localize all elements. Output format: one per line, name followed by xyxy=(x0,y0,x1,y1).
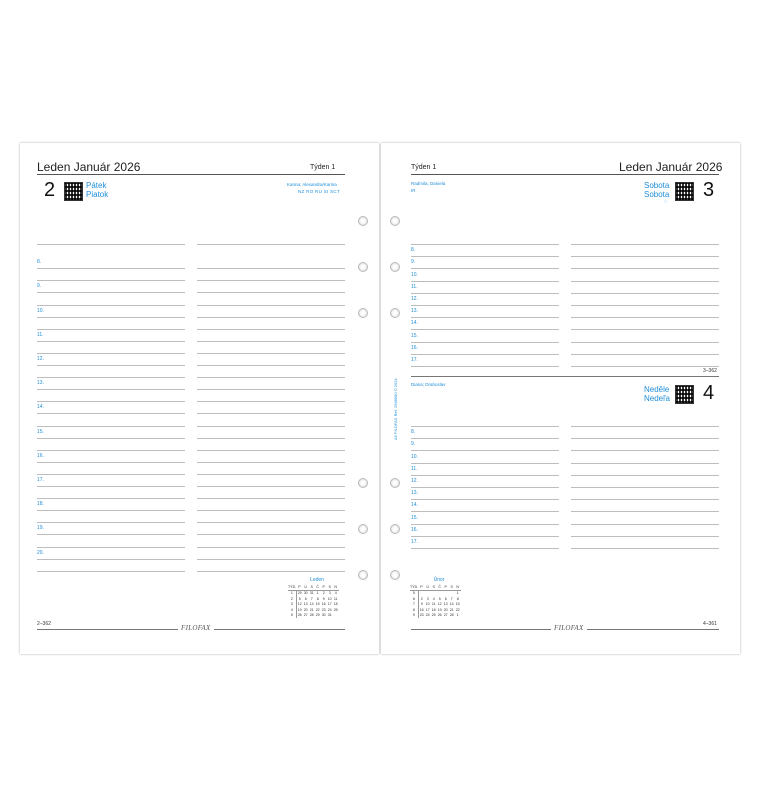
ruled-line xyxy=(37,401,185,402)
spine-text: A5 FILOFAX Ref. 2568580 © 2024 xyxy=(393,378,398,440)
ruled-line xyxy=(571,354,719,355)
mini-calendar-header: P xyxy=(296,584,303,590)
mini-calendar-cell: 1 xyxy=(316,591,319,596)
ruled-line xyxy=(571,499,719,500)
ruled-line xyxy=(37,462,185,463)
hour-label: 10. xyxy=(37,307,44,314)
mini-calendar-cell: 6 xyxy=(304,596,307,601)
mini-calendar-cell: 12 xyxy=(437,602,442,607)
day-number: 2 xyxy=(44,179,56,201)
mini-calendar-cell: 16 xyxy=(419,607,424,612)
hour-label: 15. xyxy=(411,332,418,339)
ruled-line xyxy=(37,317,185,318)
name-days-day4: Diana; Drahoslav xyxy=(411,382,446,387)
mini-calendar-cell: 8 xyxy=(410,607,418,613)
day-number-day4: 4 xyxy=(703,382,715,404)
header-rule xyxy=(37,174,345,175)
ruled-line xyxy=(37,559,185,560)
ruled-line xyxy=(197,292,345,293)
ruled-line xyxy=(37,389,185,390)
qr-code-icon xyxy=(675,182,694,201)
mini-calendar-cell: 28 xyxy=(449,613,454,618)
header-rule xyxy=(411,174,719,175)
ruled-line xyxy=(197,462,345,463)
mini-calendar-cell: 24 xyxy=(425,613,430,618)
mini-calendar-cell: 1 xyxy=(288,590,296,596)
ruled-line xyxy=(197,571,345,572)
ruled-line xyxy=(411,256,559,257)
mini-calendar-header: TÝD. xyxy=(288,584,297,589)
binder-hole xyxy=(358,262,368,272)
ruled-line xyxy=(37,353,185,354)
ruled-line xyxy=(571,268,719,269)
mini-calendar-cell: 15 xyxy=(455,602,460,607)
mini-calendar-cell: 2 xyxy=(288,596,296,602)
ruled-line xyxy=(571,305,719,306)
hour-label: 13. xyxy=(411,308,418,315)
hour-label: 19. xyxy=(37,525,44,532)
ruled-line xyxy=(197,438,345,439)
mini-calendar-cell: 31 xyxy=(327,613,332,618)
hour-label: 12. xyxy=(37,356,44,362)
ruled-line xyxy=(571,511,719,512)
ruled-line xyxy=(571,524,719,525)
qr-code-icon xyxy=(64,182,83,201)
mini-calendar-cell: 27 xyxy=(443,613,448,618)
hour-label: 15. xyxy=(37,428,44,435)
mini-calendar-cell: 1 xyxy=(456,591,459,596)
ruled-line xyxy=(571,281,719,282)
day-number: 3 xyxy=(703,179,715,201)
hour-label: 16. xyxy=(37,452,44,459)
mini-calendar-header: Č xyxy=(438,584,441,589)
ruled-line xyxy=(197,426,345,427)
hour-label: 16. xyxy=(411,344,418,351)
ruled-line xyxy=(411,366,559,367)
ruled-line xyxy=(411,487,559,488)
hour-label: 14. xyxy=(37,404,44,411)
mini-calendar-cell: 18 xyxy=(333,602,338,607)
week-label: Týden 1 xyxy=(310,164,336,171)
hour-label: 16. xyxy=(411,526,418,533)
mini-calendar-cell: 8 xyxy=(456,596,459,601)
mini-calendar-cell: 4 xyxy=(334,591,337,596)
mini-calendar-cell: 26 xyxy=(437,613,442,618)
hour-label: 13. xyxy=(411,490,418,497)
mini-calendar-cell: 13 xyxy=(443,602,448,607)
day-name: Pátek xyxy=(86,181,107,190)
mini-calendar-title: Únor xyxy=(433,577,445,583)
mini-calendar-header: S xyxy=(310,584,313,589)
mini-calendar-cell: 19 xyxy=(297,607,302,612)
ruled-line xyxy=(37,486,185,487)
hour-label: 12. xyxy=(411,478,418,484)
ruled-line xyxy=(197,498,345,499)
ruled-line xyxy=(411,475,559,476)
mini-calendar-cell: 31 xyxy=(309,591,314,596)
mini-calendar-cell: 9 xyxy=(322,596,325,601)
right-page xyxy=(381,143,740,654)
ruled-line xyxy=(37,438,185,439)
ruled-line xyxy=(411,511,559,512)
mini-calendar-cell: 15 xyxy=(315,602,320,607)
ruled-line xyxy=(571,438,719,439)
day-name: Sobota xyxy=(644,181,670,190)
ruled-line xyxy=(37,547,185,548)
day-name-day4: Neděle xyxy=(644,385,670,394)
ruled-line xyxy=(197,389,345,390)
mini-calendar-cell: 11 xyxy=(431,602,436,607)
mini-calendar-cell: 21 xyxy=(449,607,454,612)
ruled-line xyxy=(571,426,719,427)
mini-calendar-header: Č xyxy=(316,584,319,589)
ruled-line xyxy=(197,341,345,342)
ruled-line xyxy=(411,524,559,525)
ruled-line xyxy=(197,280,345,281)
ruled-line xyxy=(197,317,345,318)
mini-calendar-header: S xyxy=(450,584,453,589)
mini-calendar-cell: 16 xyxy=(321,602,326,607)
mini-calendar-cell: 4 xyxy=(432,596,435,601)
hour-label: 8. xyxy=(411,429,416,436)
ruled-line xyxy=(37,365,185,366)
ruled-line xyxy=(197,474,345,475)
mini-calendar-cell: 9 xyxy=(420,602,423,607)
ruled-line xyxy=(197,522,345,523)
mini-calendar-cell: 22 xyxy=(315,607,320,612)
mini-calendar-cell: 30 xyxy=(321,613,326,618)
ruled-line xyxy=(411,450,559,451)
mini-calendar-cell: 5 xyxy=(410,590,418,596)
ruled-line xyxy=(411,329,559,330)
ruled-line xyxy=(37,329,185,330)
ruled-line xyxy=(197,450,345,451)
mini-calendar-cell: 5 xyxy=(288,613,296,619)
mini-calendar-cell: 2 xyxy=(322,591,325,596)
ruled-line xyxy=(411,426,559,427)
ruled-line xyxy=(37,341,185,342)
mini-calendar-cell: 18 xyxy=(431,607,436,612)
ruled-line xyxy=(37,498,185,499)
hour-label: 18. xyxy=(37,501,44,508)
binder-hole xyxy=(390,478,400,488)
hour-label: 12. xyxy=(411,296,418,302)
mini-calendar-cell: 11 xyxy=(333,596,338,601)
ruled-line xyxy=(37,510,185,511)
ruled-line xyxy=(37,534,185,535)
mini-calendar-cell: 9 xyxy=(410,613,418,619)
mini-calendar-cell: 8 xyxy=(316,596,319,601)
mini-calendar-cell: 5 xyxy=(438,596,441,601)
ruled-line xyxy=(411,536,559,537)
month-title: Leden Január 2026 xyxy=(37,160,141,174)
ruled-line xyxy=(571,342,719,343)
binder-hole xyxy=(390,262,400,272)
ruled-line xyxy=(197,377,345,378)
mini-calendar-header: N xyxy=(334,584,337,589)
hour-label: 10. xyxy=(411,453,418,460)
mini-calendar-cell: 3 xyxy=(426,596,429,601)
hour-label: 11. xyxy=(37,331,44,338)
name-days: Karina; Alexandra/Karina xyxy=(287,182,337,187)
binder-hole xyxy=(358,308,368,318)
day-name-alt: Piatok xyxy=(86,190,109,199)
mini-calendar-cell: 7 xyxy=(450,596,453,601)
ruled-line xyxy=(411,305,559,306)
binder-hole xyxy=(358,524,368,534)
mini-calendar-cell: 21 xyxy=(309,607,314,612)
ruled-line xyxy=(571,475,719,476)
ruled-line xyxy=(571,256,719,257)
ruled-line xyxy=(37,280,185,281)
mini-calendar-cell: 6 xyxy=(444,596,447,601)
mini-calendar-cell: 5 xyxy=(298,596,301,601)
mini-calendar-cell: 7 xyxy=(310,596,313,601)
ruled-line xyxy=(197,365,345,366)
mini-calendar xyxy=(410,584,461,618)
mini-calendar-cell: 3 xyxy=(288,602,296,608)
hour-label: 17. xyxy=(411,357,418,363)
mini-calendar-cell: 25 xyxy=(431,613,436,618)
mini-calendar-cell: 28 xyxy=(309,613,314,618)
filofax-logo: FILOFAX xyxy=(551,624,587,632)
mini-calendar-cell: 6 xyxy=(410,596,418,602)
mini-calendar xyxy=(288,584,339,618)
ruled-line xyxy=(197,401,345,402)
ruled-line xyxy=(571,366,719,367)
week-label: Týden 1 xyxy=(411,164,437,171)
month-title: Leden Január 2026 xyxy=(619,160,723,174)
binder-hole xyxy=(358,216,368,226)
mini-calendar-cell: 27 xyxy=(303,613,308,618)
mini-calendar-title: Leden xyxy=(310,577,324,583)
ruled-line xyxy=(571,450,719,451)
mini-calendar-cell: 26 xyxy=(297,613,302,618)
mini-calendar-header: S xyxy=(432,584,435,589)
moon-phase-icon: ◌ xyxy=(664,199,668,205)
ruled-line xyxy=(571,548,719,549)
ruled-line xyxy=(411,268,559,269)
ruled-line xyxy=(37,413,185,414)
ruled-line xyxy=(197,305,345,306)
mini-calendar-cell: 17 xyxy=(425,607,430,612)
mini-calendar-cell: 7 xyxy=(410,602,418,608)
ruled-line xyxy=(37,268,185,269)
mini-calendar-cell: 14 xyxy=(309,602,314,607)
mini-calendar-cell: 14 xyxy=(449,602,454,607)
binder-hole xyxy=(390,570,400,580)
ruled-line xyxy=(571,463,719,464)
ruled-line xyxy=(411,499,559,500)
mini-calendar-header: Ú xyxy=(304,584,307,589)
ruled-line xyxy=(571,317,719,318)
ruled-line xyxy=(37,474,185,475)
hour-label: 9. xyxy=(411,441,416,448)
ruled-line xyxy=(411,463,559,464)
day-name-alt: Sobota xyxy=(644,190,670,199)
hour-label: 17. xyxy=(411,539,418,545)
hour-label: 9. xyxy=(411,259,416,266)
ruled-line xyxy=(571,329,719,330)
ruled-line xyxy=(571,487,719,488)
mini-calendar-cell: 22 xyxy=(455,607,460,612)
ruled-line xyxy=(37,244,185,245)
ruled-line xyxy=(411,342,559,343)
filofax-logo: FILOFAX xyxy=(178,624,214,632)
mini-calendar-header: Ú xyxy=(426,584,429,589)
ruled-line xyxy=(197,534,345,535)
mini-calendar-header: S xyxy=(328,584,331,589)
mini-calendar-header: TÝD. xyxy=(410,584,419,589)
binder-hole xyxy=(390,308,400,318)
binder-hole xyxy=(390,524,400,534)
country-codes: NZ RO RU SI SCT xyxy=(298,189,341,194)
ruled-line xyxy=(411,281,559,282)
binder-hole xyxy=(358,478,368,488)
country-codes: IR xyxy=(411,188,416,193)
day-separator xyxy=(411,376,719,377)
mini-calendar-cell xyxy=(333,613,339,619)
hour-label: 8. xyxy=(411,247,416,254)
ruled-line xyxy=(197,353,345,354)
hour-label: 9. xyxy=(37,283,42,290)
ruled-line xyxy=(37,522,185,523)
ruled-line xyxy=(197,329,345,330)
mini-calendar-cell: 13 xyxy=(303,602,308,607)
ruled-line xyxy=(197,559,345,560)
ruled-line xyxy=(411,354,559,355)
mini-calendar-cell: 29 xyxy=(315,613,320,618)
ruled-line xyxy=(197,547,345,548)
ruled-line xyxy=(197,244,345,245)
ruled-line xyxy=(411,317,559,318)
mini-calendar-cell: 20 xyxy=(443,607,448,612)
left-page xyxy=(20,143,379,654)
page-number: 2–362 xyxy=(37,621,51,627)
ruled-line xyxy=(197,510,345,511)
hour-label: 17. xyxy=(37,477,44,483)
ruled-line xyxy=(571,536,719,537)
mini-calendar-header: N xyxy=(456,584,459,589)
hour-label: 11. xyxy=(411,283,418,290)
ruled-line xyxy=(197,486,345,487)
ruled-line xyxy=(411,244,559,245)
mini-calendar-cell: 19 xyxy=(437,607,442,612)
hour-label: 15. xyxy=(411,514,418,521)
mini-calendar-cell: 24 xyxy=(327,607,332,612)
mini-calendar-cell: 25 xyxy=(333,607,338,612)
mini-calendar-cell: 29 xyxy=(297,591,302,596)
ruled-line xyxy=(37,292,185,293)
mini-calendar-cell: 17 xyxy=(327,602,332,607)
ruled-line xyxy=(37,305,185,306)
ruled-line xyxy=(411,293,559,294)
ruled-line xyxy=(571,293,719,294)
mini-calendar-cell: 10 xyxy=(425,602,430,607)
hour-label: 14. xyxy=(411,502,418,509)
ruled-line xyxy=(571,244,719,245)
hour-label: 10. xyxy=(411,271,418,278)
qr-code-icon xyxy=(675,385,694,404)
mini-calendar-header: P xyxy=(418,584,425,590)
ruled-line xyxy=(37,571,185,572)
day-name-alt-day4: Nedeľa xyxy=(644,394,670,403)
ruled-line xyxy=(411,548,559,549)
mini-calendar-header: P xyxy=(322,584,325,589)
page-number: 4–361 xyxy=(703,621,717,627)
mini-calendar-cell: 10 xyxy=(327,596,332,601)
ruled-line xyxy=(197,268,345,269)
ruled-line xyxy=(411,438,559,439)
hour-label: 20. xyxy=(37,549,44,556)
mini-calendar-cell: 3 xyxy=(328,591,331,596)
ruled-line xyxy=(37,450,185,451)
mini-calendar-cell: 1 xyxy=(456,613,459,618)
mini-calendar-cell: 12 xyxy=(297,602,302,607)
hour-label: 8. xyxy=(37,259,42,266)
mini-calendar-cell: 23 xyxy=(321,607,326,612)
name-days: Radmila; Daniela xyxy=(411,181,446,186)
ruled-line xyxy=(37,377,185,378)
ruled-line xyxy=(197,413,345,414)
mini-calendar-header: P xyxy=(444,584,447,589)
binder-hole xyxy=(390,216,400,226)
hour-label: 13. xyxy=(37,380,44,387)
mini-calendar-cell: 2 xyxy=(420,596,423,601)
hour-label: 11. xyxy=(411,465,418,472)
mini-calendar-cell: 23 xyxy=(419,613,424,618)
binder-hole xyxy=(358,570,368,580)
mini-calendar-cell: 20 xyxy=(303,607,308,612)
ruled-line xyxy=(37,426,185,427)
mini-calendar-cell: 4 xyxy=(288,607,296,613)
hour-label: 14. xyxy=(411,320,418,327)
mini-calendar-cell: 30 xyxy=(303,591,308,596)
page-number-day3: 3–362 xyxy=(703,368,717,374)
